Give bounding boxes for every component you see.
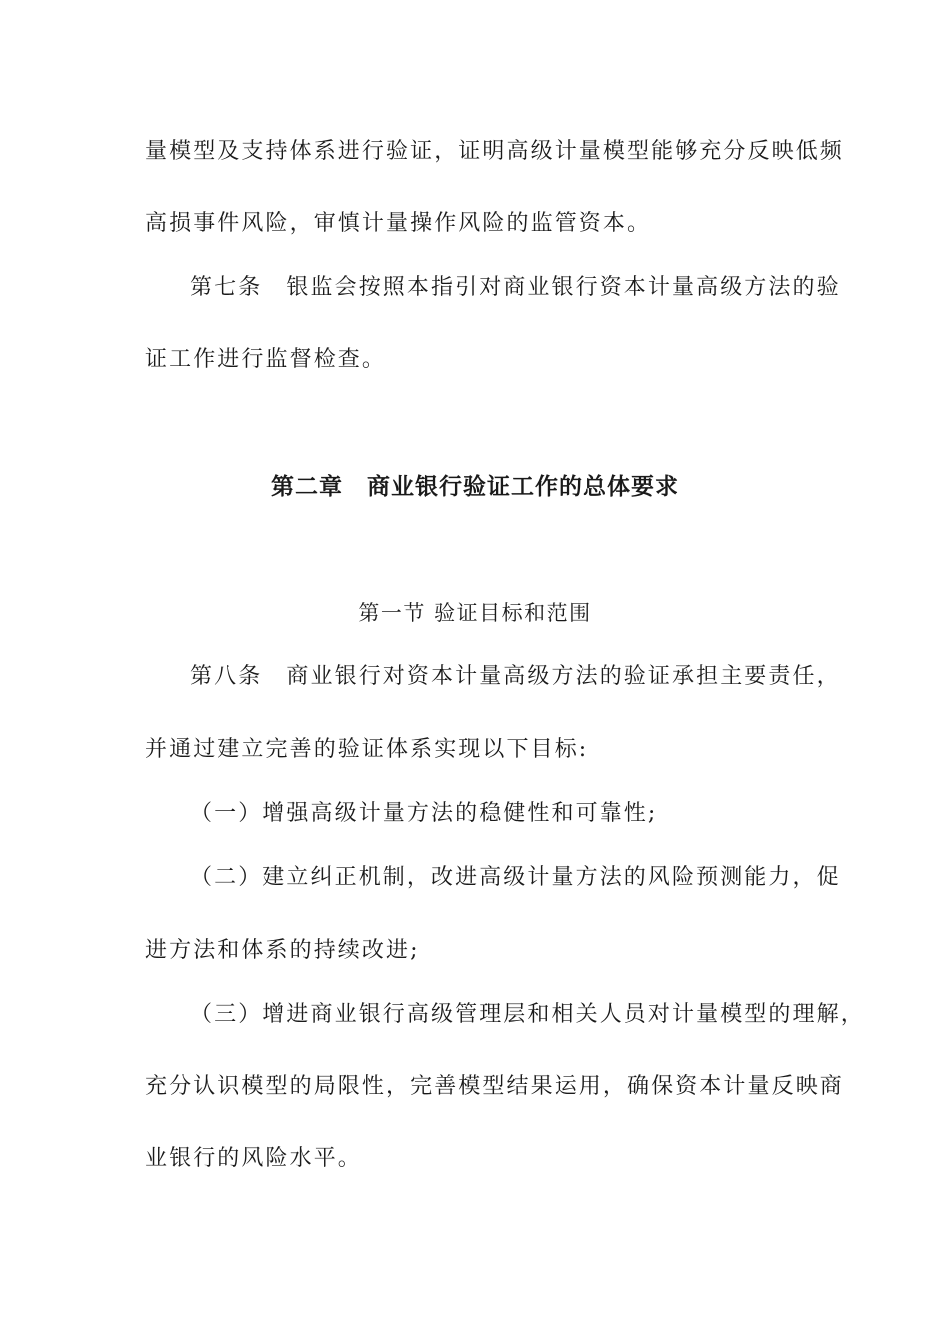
- list-item-1: （一）增强高级计量方法的稳健性和可靠性;: [190, 801, 658, 826]
- article-8-line: 第八条 商业银行对资本计量高级方法的验证承担主要责任，: [190, 664, 841, 689]
- section-title: 第一节 验证目标和范围: [358, 601, 592, 625]
- paragraph-line: 并通过建立完善的验证体系实现以下目标:: [145, 737, 589, 762]
- paragraph-line: 充分认识模型的局限性，完善模型结果运用，确保资本计量反映商: [145, 1074, 844, 1099]
- paragraph-line: 进方法和体系的持续改进;: [145, 938, 420, 963]
- paragraph-line: 证工作进行监督检查。: [145, 347, 387, 372]
- list-item-2: （二）建立纠正机制，改进高级计量方法的风险预测能力，促: [190, 865, 841, 890]
- paragraph-line: 业银行的风险水平。: [145, 1146, 362, 1171]
- chapter-title: 第二章 商业银行验证工作的总体要求: [271, 474, 679, 500]
- list-item-3: （三）增进商业银行高级管理层和相关人员对计量模型的理解，: [190, 1002, 865, 1027]
- paragraph-line: 高损事件风险，审慎计量操作风险的监管资本。: [145, 211, 652, 236]
- paragraph-line: 量模型及支持体系进行验证，证明高级计量模型能够充分反映低频: [145, 139, 844, 164]
- article-7-line: 第七条 银监会按照本指引对商业银行资本计量高级方法的验: [190, 275, 841, 300]
